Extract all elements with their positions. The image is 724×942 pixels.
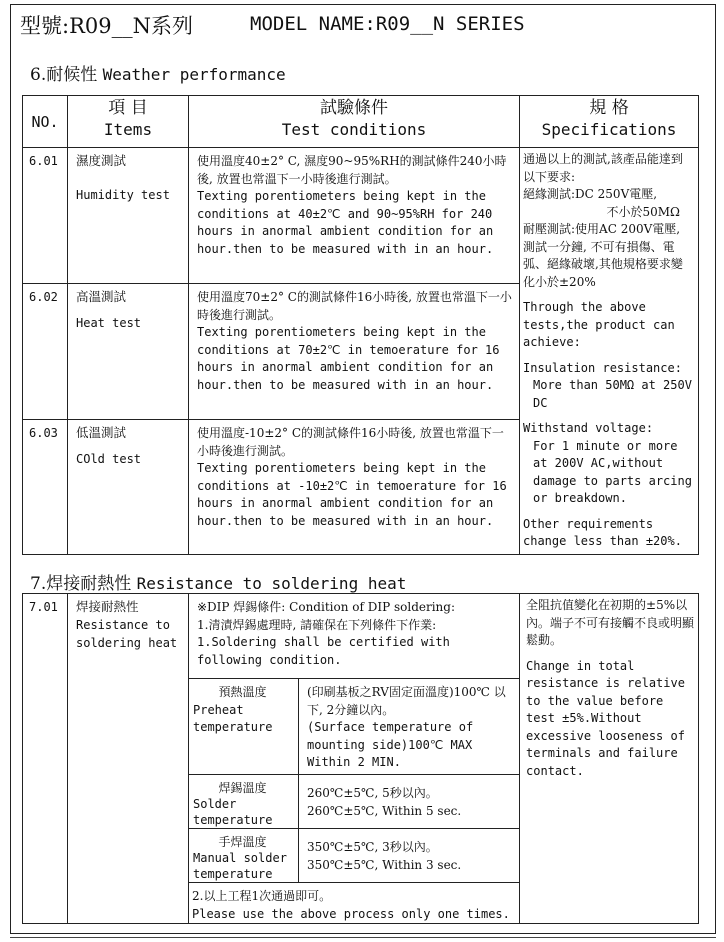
bottom-rule	[10, 937, 716, 938]
table-header-row	[23, 96, 699, 148]
section-6-title-en: Weather performance	[102, 65, 286, 84]
row-condition: 使用溫度40±2° C, 濕度90~95%RH的測試條件240小時後, 放置也常溫下一小時後進行測試。 Texting porentiometers being kept in the conditions at 40±2℃ and 90~95%RH for 240 hours in anormal ambient condition for an hour.then to be measured with in an hour.	[189, 148, 520, 284]
row-condition: 使用溫度70±2° C的測試條件16小時後, 放置也常溫下一小時後進行測試。 Texting porentiometers being kept in the conditions at 70±2℃ in temoerature for 16 hours in anormal ambient condition for an hour.then to be measured with in an hour.	[189, 284, 520, 420]
specifications-cell: 全阻抗值變化在初期的±5%以內。端子不可有接觸不良或明顯鬆動。 Change in total resistance is relative to the value before test ±5%.Without excessive looseness of terminals and failure contact.	[520, 594, 699, 924]
table-row	[23, 594, 699, 679]
model-title-cn: 型號:R09__N系列	[20, 14, 193, 38]
row-item: 高溫測試 Heat test	[68, 284, 189, 420]
row-no: 6.02	[23, 284, 68, 420]
solder-value: 260℃±5℃, 5秒以內。 260℃±5℃, Within 5 sec.	[299, 775, 520, 829]
model-title-en: MODEL NAME:R09__N SERIES	[250, 13, 525, 35]
section-6-title	[30, 60, 286, 85]
col-items: 項 目 Items	[68, 96, 189, 148]
solder-label: 焊錫溫度 Solder temperature	[189, 775, 299, 829]
row-item: 低溫測試 COld test	[68, 420, 189, 555]
section-6-title-cn: 6.耐候性	[30, 65, 98, 85]
col-conditions: 試驗條件 Test conditions	[189, 96, 520, 148]
row-no: 6.03	[23, 420, 68, 555]
table-row	[23, 148, 699, 284]
row-item: 焊接耐熱性 Resistance to soldering heat	[68, 594, 189, 924]
row-no: 7.01	[23, 594, 68, 924]
weather-performance-table	[22, 95, 699, 555]
manual-solder-value: 350℃±5℃, 3秒以內。 350℃±5℃, Within 3 sec.	[299, 829, 520, 883]
row-item: 濕度測試 Humidity test	[68, 148, 189, 284]
col-no: NO.	[23, 96, 68, 148]
soldering-heat-table	[22, 593, 699, 924]
row-no: 6.01	[23, 148, 68, 284]
process-note: 2.以上工程1次通過即可。 Please use the above process only one times.	[189, 883, 520, 924]
preheat-label: 預熱溫度 Preheat temperature	[189, 679, 299, 775]
section-7-title-en: Resistance to soldering heat	[136, 574, 407, 593]
col-specifications: 規 格 Specifications	[520, 96, 699, 148]
preheat-value: (印刷基板之RV固定面溫度)100℃ 以下, 2分鐘以內。 (Surface temperature of mounting side)100℃ MAX Within 2 MIN.	[299, 679, 520, 775]
row-condition: 使用溫度-10±2° C的測試條件16小時後, 放置也常溫下一小時後進行測試。 Texting porentiometers being kept in the conditions at -10±2℃ in temoerature for 16 hours in anormal ambient condition for an hour.then to be measured with in an hour.	[189, 420, 520, 555]
specifications-cell: 通過以上的測試,該產品能達到以下要求: 絕緣測試:DC 250V電壓, 不小於50MΩ 耐壓測試:使用AC 200V電壓, 測試一分鐘, 不可有損傷、電弧、絕緣破壞,其他規格要求變化小於±20% Through the above tests,the product can achieve: Insulation resistance: More than 50MΩ at 250V DC Withstand voltage: For 1 minute or more at 200V AC,without damage to parts arcing or breakdown. Other requirements change less than ±20%.	[520, 148, 699, 555]
section-7-title	[30, 569, 406, 594]
section-7-title-cn: 7.焊接耐熱性	[30, 574, 132, 594]
manual-solder-label: 手焊溫度 Manual solder temperature	[189, 829, 299, 883]
dip-condition: ※DIP 焊錫條件: Condition of DIP soldering: 1.清漬焊錫處理時, 請確保在下列條件下作業: 1.Soldering shall be certified with following condition.	[189, 594, 520, 679]
